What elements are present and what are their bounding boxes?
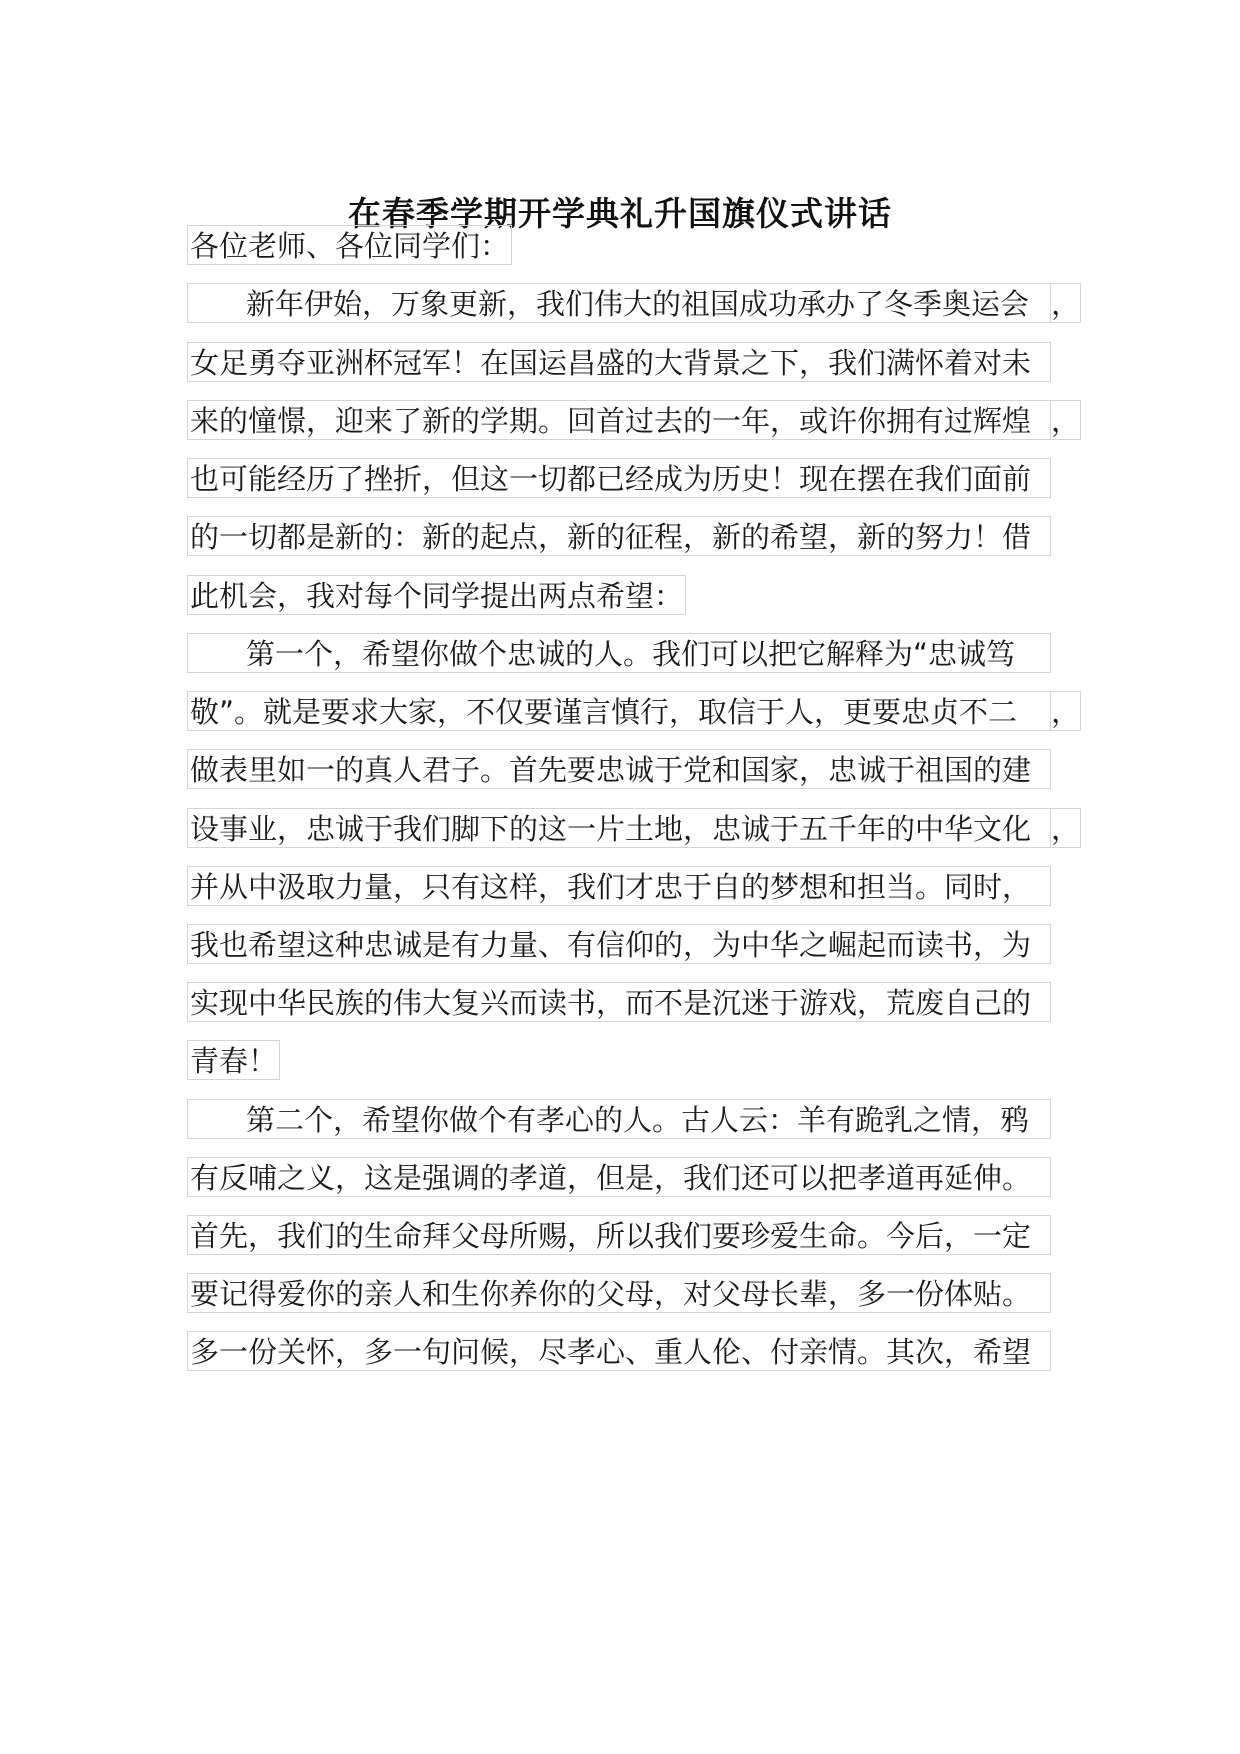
greeting-text: 各位老师、各位同学们： (187, 225, 512, 265)
line-text: 第一个，希望你做个忠诚的人。我们可以把它解释为“忠诚笃 (187, 633, 1051, 673)
line-text: 此机会，我对每个同学提出两点希望： (187, 575, 686, 615)
line-text: 做表里如一的真人君子。首先要忠诚于党和国家，忠诚于祖国的建 (187, 749, 1051, 789)
line-text: 也可能经历了挫折，但这一切都已经成为历史！现在摆在我们面前 (187, 458, 1051, 498)
text-line (187, 458, 1051, 498)
text-line (187, 866, 1051, 906)
text-line (187, 1157, 1051, 1197)
text-line (187, 633, 1051, 673)
text-line (187, 516, 1051, 556)
text-line (187, 1273, 1051, 1313)
line-text: 新年伊始，万象更新，我们伟大的祖国成功承办了冬季奥运会 (187, 283, 1051, 323)
line-tail: ， (1051, 808, 1081, 848)
line-text: 并从中汲取力量，只有这样，我们才忠于自的梦想和担当。同时， (187, 866, 1051, 906)
text-line (187, 1099, 1051, 1139)
line-text: 第二个，希望你做个有孝心的人。古人云：羊有跪乳之情，鸦 (187, 1099, 1051, 1139)
text-line (187, 1331, 1051, 1371)
text-line (187, 808, 1081, 848)
line-tail: ， (1051, 283, 1081, 323)
line-text: 实现中华民族的伟大复兴而读书，而不是沉迷于游戏，荒废自己的 (187, 982, 1051, 1022)
text-line (187, 749, 1051, 789)
line-text: 首先，我们的生命拜父母所赐，所以我们要珍爱生命。今后，一定 (187, 1215, 1051, 1255)
line-text: 多一份关怀，多一句问候，尽孝心、重人伦、付亲情。其次，希望 (187, 1331, 1051, 1371)
text-line (187, 400, 1081, 440)
greeting-line (187, 225, 512, 265)
line-text: 来的憧憬，迎来了新的学期。回首过去的一年，或许你拥有过辉煌 (187, 400, 1051, 440)
text-line (187, 342, 1051, 382)
line-text: 有反哺之义，这是强调的孝道，但是，我们还可以把孝道再延伸。 (187, 1157, 1051, 1197)
text-line (187, 691, 1081, 731)
text-line (187, 575, 686, 615)
page-title: 在春季学期开学典礼升国旗仪式讲话 (348, 194, 892, 233)
line-text: 要记得爱你的亲人和生你养你的父母，对父母长辈，多一份体贴。 (187, 1273, 1051, 1313)
line-text: 女足勇夺亚洲杯冠军！在国运昌盛的大背景之下，我们满怀着对未 (187, 342, 1051, 382)
line-text: 的一切都是新的：新的起点，新的征程，新的希望，新的努力！借 (187, 516, 1051, 556)
line-text: 敬”。就是要求大家，不仅要谨言慎行，取信于人，更要忠贞不二 (187, 691, 1051, 731)
text-line (187, 1040, 280, 1080)
line-tail: ， (1051, 691, 1081, 731)
text-line (187, 1215, 1051, 1255)
line-text: 设事业，忠诚于我们脚下的这一片土地，忠诚于五千年的中华文化 (187, 808, 1051, 848)
line-text: 青春！ (187, 1040, 280, 1080)
text-line (187, 283, 1081, 323)
line-tail: ， (1051, 400, 1081, 440)
text-line (187, 924, 1051, 964)
line-text: 我也希望这种忠诚是有力量、有信仰的，为中华之崛起而读书，为 (187, 924, 1051, 964)
text-line (187, 982, 1051, 1022)
